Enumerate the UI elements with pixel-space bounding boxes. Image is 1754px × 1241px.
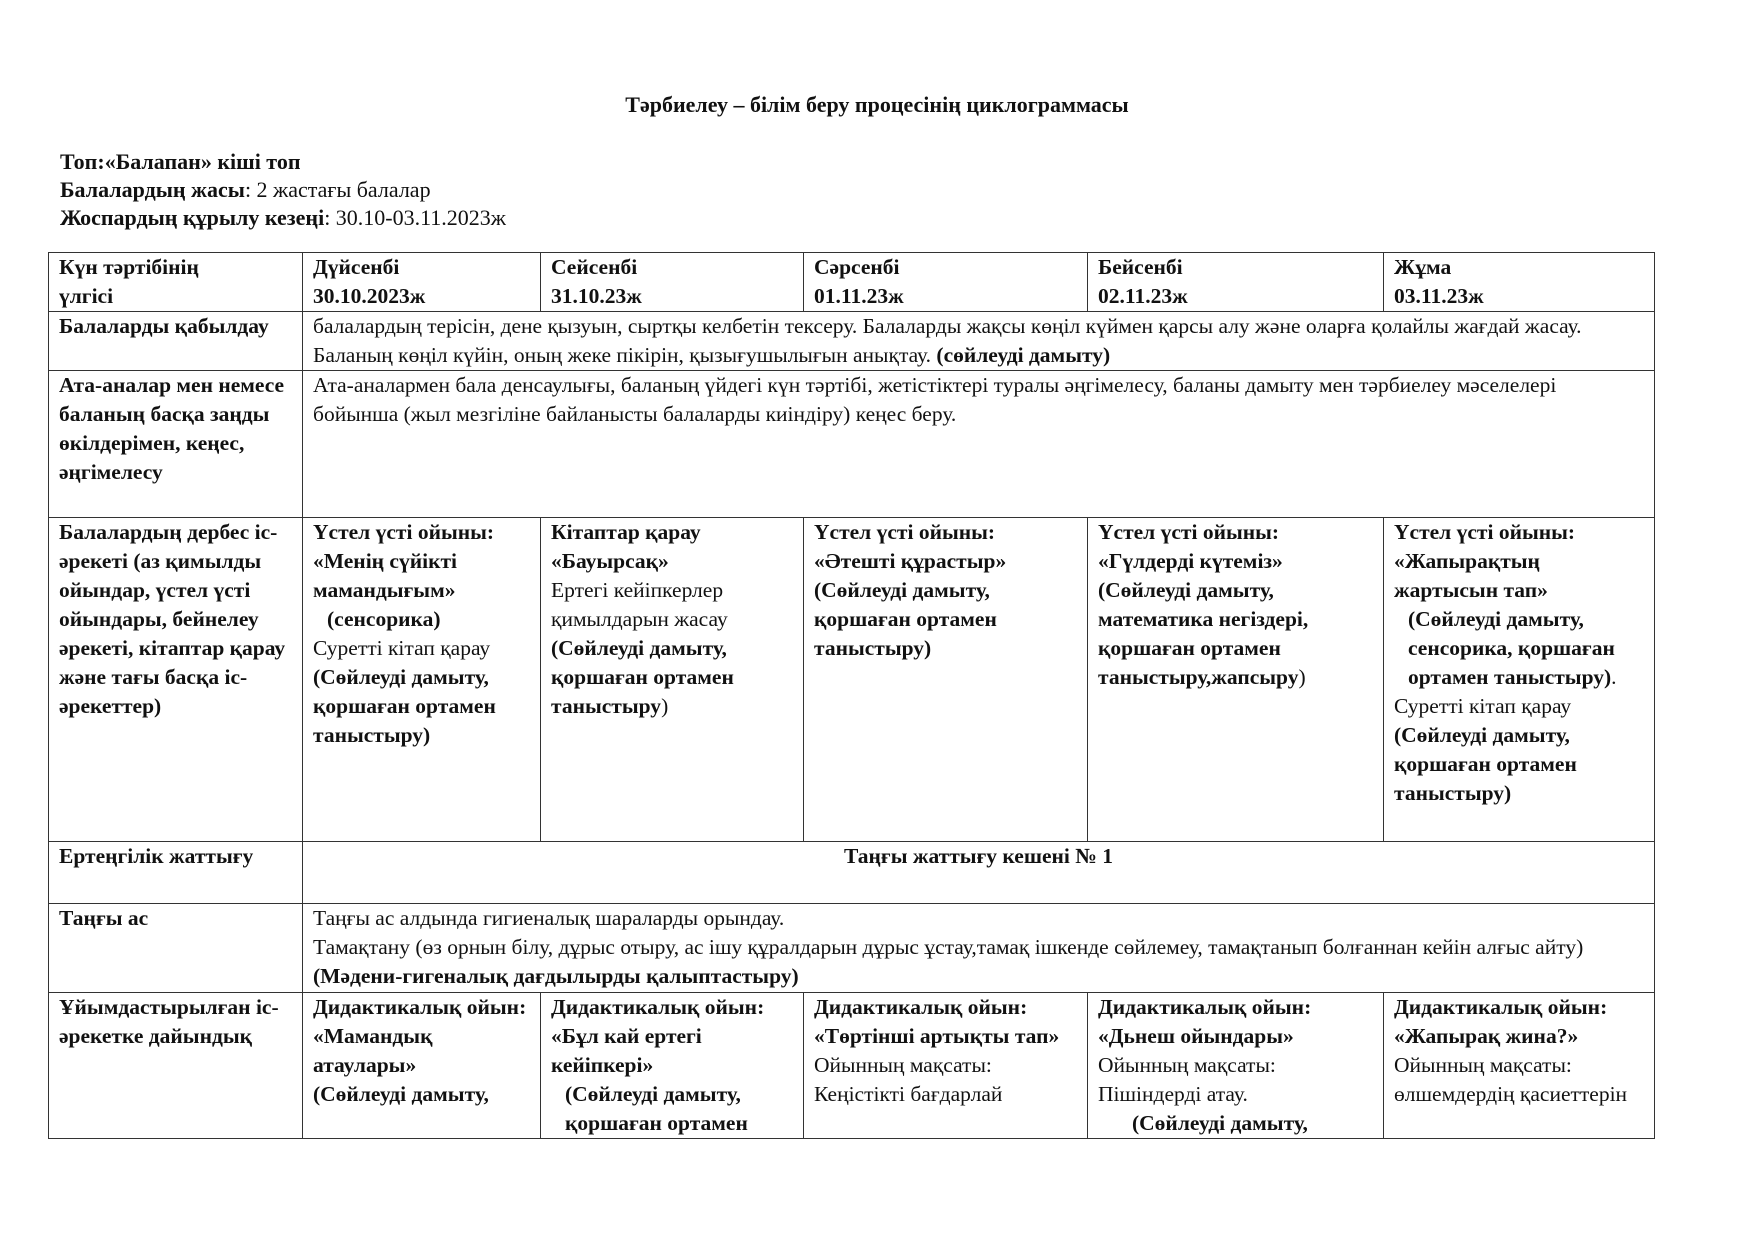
page-title: Тәрбиелеу – білім беру процесінің циклограммасы <box>625 92 1129 117</box>
activity-desc: Суретті кітап қарау <box>313 636 491 660</box>
day-date: 03.11.23ж <box>1394 284 1484 308</box>
game-title: «Дьнеш ойындары» <box>1098 1024 1294 1048</box>
breakfast-cell <box>303 904 1655 993</box>
row-label-organized: Ұйымдастырылған іс-әрекетке дайындық <box>49 993 303 1139</box>
row-label-reception: Балаларды қабылдау <box>49 312 303 371</box>
header-day-friday <box>1384 253 1655 312</box>
activity-title: «Гүлдерді күтеміз» <box>1098 549 1283 573</box>
row-organized-activity <box>49 993 1655 1139</box>
row-parents <box>49 371 1655 518</box>
cell-clip <box>551 993 793 1138</box>
independent-thursday <box>1088 518 1384 842</box>
row-label-exercise: Ертеңгілік жаттығу <box>49 842 303 904</box>
activity-title: «Жапырақтың жартысын тап» <box>1394 549 1548 602</box>
day-name: Жұма <box>1394 255 1452 279</box>
game-title: Дидактикалық ойын: «Жапырақ жина?» <box>1394 995 1608 1048</box>
activity-desc: Ертегі кейіпкерлер қимылдарын жасау <box>551 578 728 631</box>
row-morning-exercise <box>49 842 1655 904</box>
day-name: Сейсенбі <box>551 255 638 279</box>
game-goals: (Сөйлеуді дамыту, <box>313 1082 489 1106</box>
table-header-row <box>49 253 1655 312</box>
header-schedule-cell <box>49 253 303 312</box>
activity-goals-2: (Сөйлеуді дамыту, қоршаған ортамен таныстыру) <box>1394 723 1577 805</box>
row-independent-activity <box>49 518 1655 842</box>
activity-title: «Бауырсақ» <box>551 549 669 573</box>
game-title: Дидактикалық ойын: «Бұл кай ертегі кейіпкері» <box>551 995 765 1077</box>
activity-goals-close: ) <box>1298 665 1306 689</box>
breakfast-line2: Тамақтану (өз орнын білу, дұрыс отыру, ас ішу құралдарын дұрыс ұстау,тамақ ішкенде сөйлемеу, тамақтанып болғаннан кейін алғыс айту) <box>313 935 1584 959</box>
independent-wednesday <box>804 518 1088 842</box>
game-title: «Төртінші артықты тап» <box>814 1024 1060 1048</box>
activity-title: «Әтешті құрастыр» <box>814 549 1007 573</box>
day-date: 30.10.2023ж <box>313 284 426 308</box>
header-day-wednesday <box>804 253 1088 312</box>
cell-clip <box>1098 993 1373 1138</box>
cell-clip <box>313 993 530 1138</box>
independent-friday <box>1384 518 1655 842</box>
activity-goals-close: . <box>1611 665 1617 689</box>
row-breakfast <box>49 904 1655 993</box>
age-label: Балалардың жасы <box>60 177 245 202</box>
reception-text-cell <box>303 312 1655 371</box>
header-schedule-line2: үлгісі <box>59 284 114 308</box>
game-purpose: Ойынның мақсаты: өлшемдердің қасиеттерін <box>1394 1053 1628 1106</box>
activity-type: Үстел үсті ойыны: <box>1394 520 1576 544</box>
group-label: Топ: <box>60 149 105 174</box>
organized-monday <box>303 993 541 1139</box>
header-day-thursday <box>1088 253 1384 312</box>
group-line <box>60 148 506 176</box>
header-day-monday <box>303 253 541 312</box>
activity-goals-wrap <box>1394 605 1644 692</box>
reception-text: балалардың терісін, дене қызуын, сыртқы келбетін тексеру. Балаларды жақсы көңіл күймен қарсы алу және оларға қолайлы жағдай жасау. Баланың көңіл күйін, оның жеке пікірін, қызығушылығын анықтау. <box>313 314 1582 367</box>
day-name: Бейсенбі <box>1098 255 1183 279</box>
activity-goals: (Сөйлеуді дамыту, қоршаған ортамен таныстыру <box>551 636 734 718</box>
game-goals: (Сөйлеуді дамыту, қоршаған ортамен <box>565 1082 748 1135</box>
activity-type: Үстел үсті ойыны: <box>1098 520 1280 544</box>
activity-goals: (Сөйлеуді дамыту, сенсорика, қоршаған ортамен таныстыру) <box>1408 607 1615 689</box>
row-label-independent: Балалардың дербес іс-әрекеті (аз қимылды ойындар, үстел үсті ойындары, бейнелеу әрекеті, кітаптар қарау және тағы басқа іс-әрекеттер) <box>49 518 303 842</box>
game-type: Дидактикалық ойын: <box>814 995 1028 1019</box>
breakfast-line2-wrap <box>313 933 1644 991</box>
period-value: : 30.10-03.11.2023ж <box>324 205 507 230</box>
day-date: 01.11.23ж <box>814 284 904 308</box>
exercise-text: Таңғы жаттығу кешені № 1 <box>303 842 1655 904</box>
age-line <box>60 176 506 204</box>
cell-clip <box>814 993 1077 1138</box>
activity-focus: (сенсорика) <box>327 607 441 631</box>
activity-goals: (Сөйлеуді дамыту, қоршаған ортамен таныстыру) <box>814 578 997 660</box>
activity-type: Үстел үсті ойыны: <box>313 520 495 544</box>
day-name: Дүйсенбі <box>313 255 400 279</box>
header-schedule-line1: Күн тәртібінің <box>59 255 199 279</box>
period-label: Жоспардың құрылу кезеңі <box>60 205 325 230</box>
organized-wednesday <box>804 993 1088 1139</box>
organized-friday <box>1384 993 1655 1139</box>
row-label-breakfast: Таңғы ас <box>49 904 303 993</box>
activity-title: «Менің сүйікті мамандығым» <box>313 549 458 602</box>
row-reception <box>49 312 1655 371</box>
game-goals: (Сөйлеуді дамыту, <box>1132 1111 1308 1135</box>
day-date: 02.11.23ж <box>1098 284 1188 308</box>
breakfast-line1: Таңғы ас алдында гигиеналық шараларды орындау. <box>313 906 785 930</box>
group-value: «Балапан» кіші топ <box>104 149 301 174</box>
activity-type: Үстел үсті ойыны: <box>814 520 996 544</box>
cyclogram-table <box>48 252 1655 1139</box>
activity-goals: (Сөйлеуді дамыту, қоршаған ортамен таныстыру) <box>313 665 496 747</box>
game-type: Дидактикалық ойын: <box>1098 995 1312 1019</box>
parents-text: Ата-аналармен бала денсаулығы, баланың үйдегі күн тәртібі, жетістіктері туралы әңгімелесу, баланы дамыту мен тәрбиелеу мәселелері бойынша (жыл мезгіліне байланысты балаларды киіндіру) кеңес беру. <box>303 371 1655 518</box>
row-label-parents: Ата-аналар мен немесе баланың басқа заңды өкілдерімен, кеңес, әңгімелесу <box>49 371 303 518</box>
organized-thursday <box>1088 993 1384 1139</box>
breakfast-bold: (Мәдени-гигеналық дағдылырды қалыптастыру) <box>313 964 799 988</box>
cell-clip <box>1394 993 1644 1138</box>
reception-bold: (сөйлеуді дамыту) <box>936 343 1111 367</box>
activity-type: Кітаптар қарау <box>551 520 701 544</box>
day-name: Сәрсенбі <box>814 255 900 279</box>
period-line <box>60 204 506 232</box>
header-day-tuesday <box>541 253 804 312</box>
game-purpose: Ойынның мақсаты: Пішіндерді атау. <box>1098 1053 1276 1106</box>
document-meta <box>60 148 506 232</box>
activity-goals: (Сөйлеуді дамыту, математика негіздері, қоршаған ортамен таныстыру,жапсыру <box>1098 578 1309 689</box>
game-title: «Мамандық атаулары» <box>313 1024 433 1077</box>
activity-goals-wrap <box>551 634 793 721</box>
independent-monday <box>303 518 541 842</box>
game-type: Дидактикалық ойын: <box>313 995 527 1019</box>
age-value: : 2 жастағы балалар <box>244 177 431 202</box>
day-date: 31.10.23ж <box>551 284 642 308</box>
activity-goals-close: ) <box>661 694 669 718</box>
independent-tuesday <box>541 518 804 842</box>
activity-goals-wrap <box>1098 576 1373 692</box>
activity-desc: Суретті кітап қарау <box>1394 694 1572 718</box>
game-purpose: Ойынның мақсаты: Кеңістікті бағдарлай <box>814 1053 1003 1106</box>
organized-tuesday <box>541 993 804 1139</box>
